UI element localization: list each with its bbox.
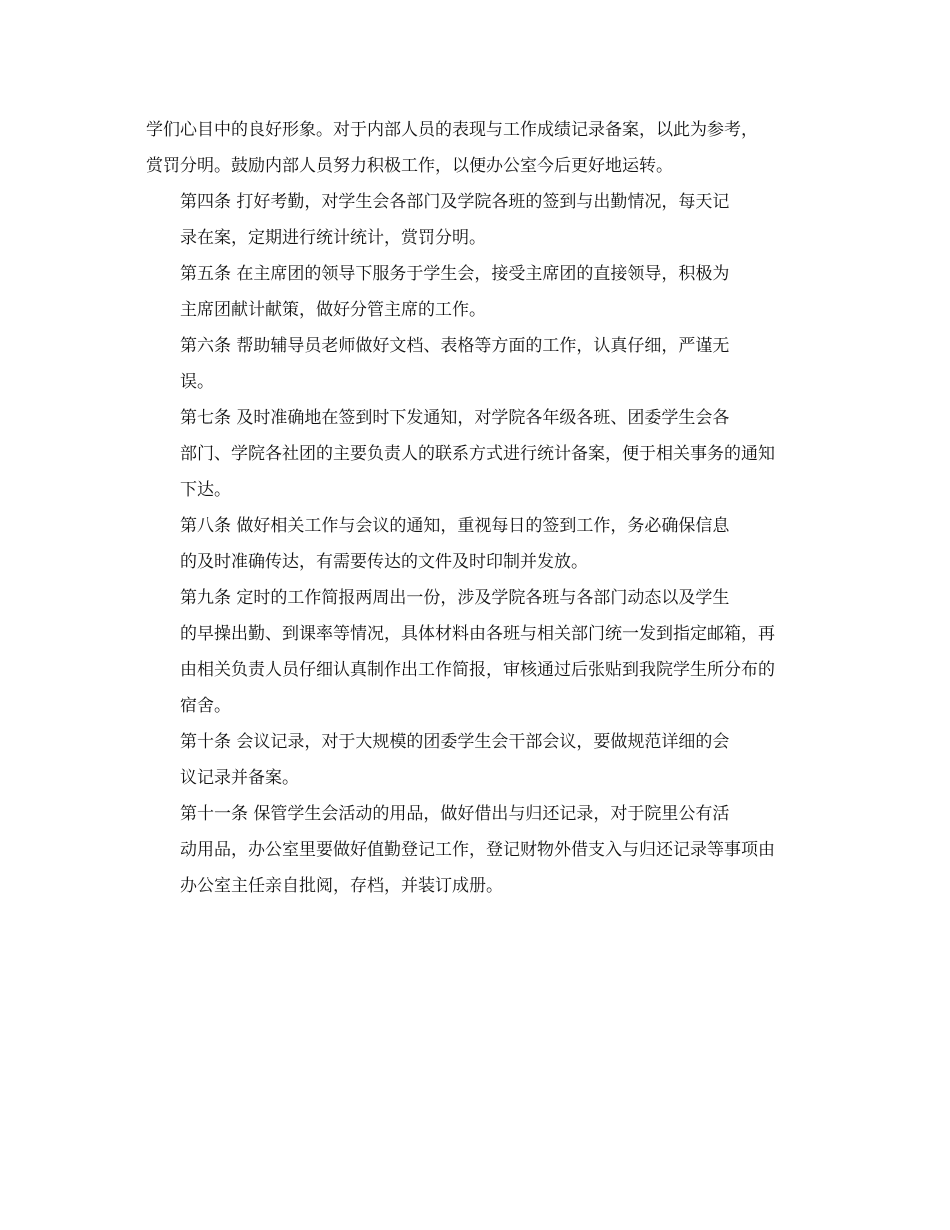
text-line: 动用品，办公室里要做好值勤登记工作，登记财物外借支入与归还记录等事项由: [180, 840, 775, 860]
text-line: 的及时准确传达，有需要传达的文件及时印制并发放。: [180, 552, 588, 572]
paragraph: [146, 508, 806, 580]
text-line: 由相关负责人员仔细认真制作出工作简报，审核通过后张贴到我院学生所分布的: [180, 660, 775, 680]
text-line: 第五条 在主席团的领导下服务于学生会，接受主席团的直接领导，积极为: [180, 264, 730, 284]
text-line: 误。: [180, 372, 214, 392]
text-line: 学们心目中的良好形象。对于内部人员的表现与工作成绩记录备案，以此为参考，: [146, 120, 758, 140]
text-line: 办公室主任亲自批阅，存档，并装订成册。: [180, 876, 503, 896]
text-line: 主席团献计献策，做好分管主席的工作。: [180, 300, 486, 320]
text-line: 宿舍。: [180, 696, 231, 716]
paragraph: [146, 400, 806, 508]
text-line: 第六条 帮助辅导员老师做好文档、表格等方面的工作，认真仔细，严谨无: [180, 336, 730, 356]
paragraph: [146, 112, 806, 184]
paragraph: [146, 184, 806, 256]
text-line: 部门、学院各社团的主要负责人的联系方式进行统计备案，便于相关事务的通知: [180, 444, 775, 464]
document-body: [146, 112, 806, 904]
text-line: 第七条 及时准确地在签到时下发通知，对学院各年级各班、团委学生会各: [180, 408, 730, 428]
text-line: 第九条 定时的工作简报两周出一份，涉及学院各班与各部门动态以及学生: [180, 588, 730, 608]
text-line: 第十一条 保管学生会活动的用品，做好借出与归还记录，对于院里公有活: [180, 804, 730, 824]
text-line: 的早操出勤、到课率等情况，具体材料由各班与相关部门统一发到指定邮箱，再: [180, 624, 775, 644]
text-line: 第八条 做好相关工作与会议的通知，重视每日的签到工作，务必确保信息: [180, 516, 730, 536]
paragraph: [146, 256, 806, 328]
paragraph: [146, 580, 806, 724]
text-line: 录在案，定期进行统计统计，赏罚分明。: [180, 228, 486, 248]
paragraph: [146, 724, 806, 796]
paragraph: [146, 328, 806, 400]
text-line: 议记录并备案。: [180, 768, 299, 788]
text-line: 第十条 会议记录，对于大规模的团委学生会干部会议，要做规范详细的会: [180, 732, 730, 752]
text-line: 第四条 打好考勤，对学生会各部门及学院各班的签到与出勤情况，每天记: [180, 192, 730, 212]
text-line: 下达。: [180, 480, 231, 500]
text-line: 赏罚分明。鼓励内部人员努力积极工作，以便办公室今后更好地运转。: [146, 156, 673, 176]
paragraph: [146, 796, 806, 904]
